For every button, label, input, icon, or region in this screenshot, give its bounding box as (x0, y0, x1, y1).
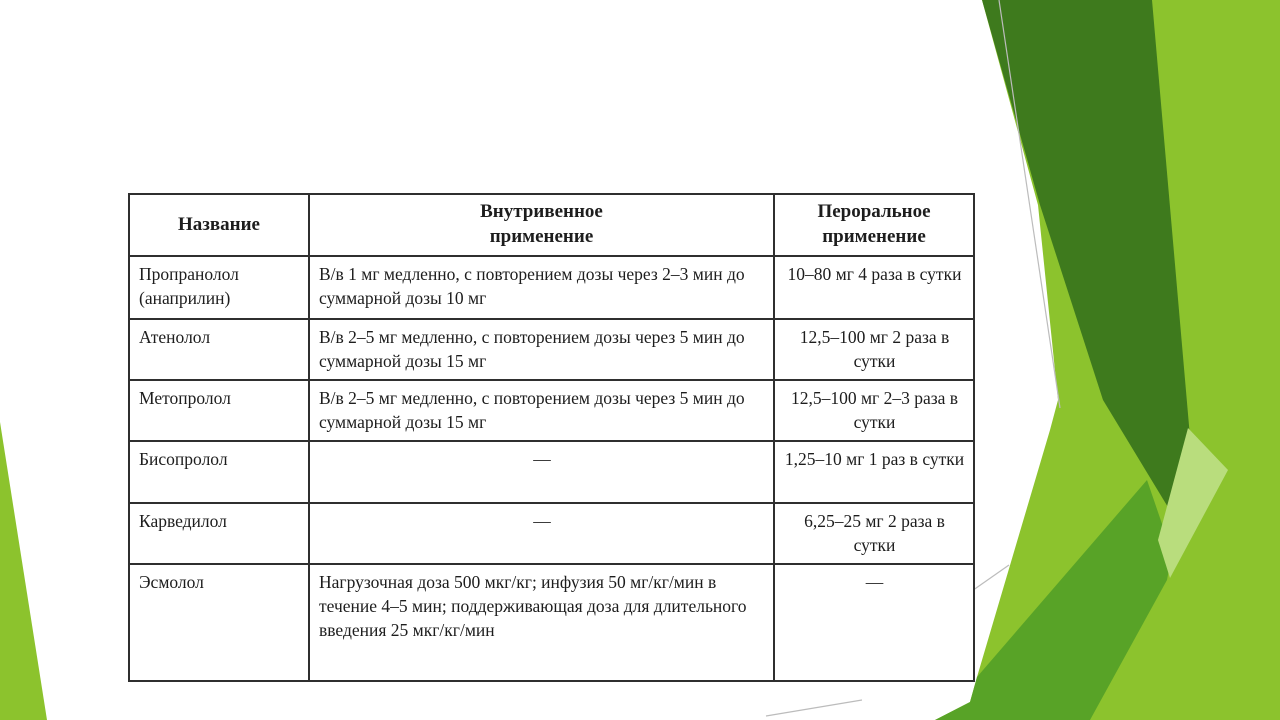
cell-drug-name: Атенолол (129, 319, 309, 380)
header-row (129, 194, 974, 256)
table-image (128, 193, 975, 682)
cell-iv-dose: В/в 2–5 мг медленно, с повторением дозы через 5 мин до суммарной дозы 15 мг (309, 380, 774, 441)
cell-iv-dose: Нагрузочная доза 500 мкг/кг; инфузия 50 мг/кг/мин в течение 4–5 мин; поддерживающая доза для длительного введения 25 мкг/кг/мин (309, 564, 774, 681)
cell-iv-dose-empty: — (309, 503, 774, 564)
column-header-name (129, 194, 309, 256)
decor-left-triangle (0, 422, 47, 720)
table-row (129, 503, 974, 564)
column-header-iv-label: Внутривенное применение (480, 201, 603, 247)
cell-drug-name: Пропранолол (анаприлин) (129, 256, 309, 319)
column-header-iv (309, 194, 774, 256)
column-header-oral-label: Пероральное применение (817, 201, 931, 247)
cell-drug-name: Эсмолол (129, 564, 309, 681)
cell-iv-dose: В/в 1 мг медленно, с повторением дозы через 2–3 мин до суммарной дозы 10 мг (309, 256, 774, 319)
cell-oral-dose-empty: — (774, 564, 974, 681)
cell-drug-name: Бисопролол (129, 441, 309, 503)
table-row (129, 319, 974, 380)
cell-drug-name: Метопролол (129, 380, 309, 441)
drug-table (128, 193, 975, 682)
table-row (129, 256, 974, 319)
table-row (129, 564, 974, 681)
table-row (129, 441, 974, 503)
cell-oral-dose: 12,5–100 мг 2–3 раза в сутки (774, 380, 974, 441)
cell-oral-dose: 10–80 мг 4 раза в сутки (774, 256, 974, 319)
cell-oral-dose: 6,25–25 мг 2 раза в сутки (774, 503, 974, 564)
cell-iv-dose-empty: — (309, 441, 774, 503)
column-header-name-label: Название (177, 213, 260, 235)
column-header-oral (774, 194, 974, 256)
table-row (129, 380, 974, 441)
decor-thin-line-bottom (766, 700, 862, 716)
decor-thin-line-mid (969, 565, 1009, 593)
cell-oral-dose: 1,25–10 мг 1 раз в сутки (774, 441, 974, 503)
cell-oral-dose: 12,5–100 мг 2 раза в сутки (774, 319, 974, 380)
cell-iv-dose: В/в 2–5 мг медленно, с повторением дозы через 5 мин до суммарной дозы 15 мг (309, 319, 774, 380)
cell-drug-name: Карведилол (129, 503, 309, 564)
